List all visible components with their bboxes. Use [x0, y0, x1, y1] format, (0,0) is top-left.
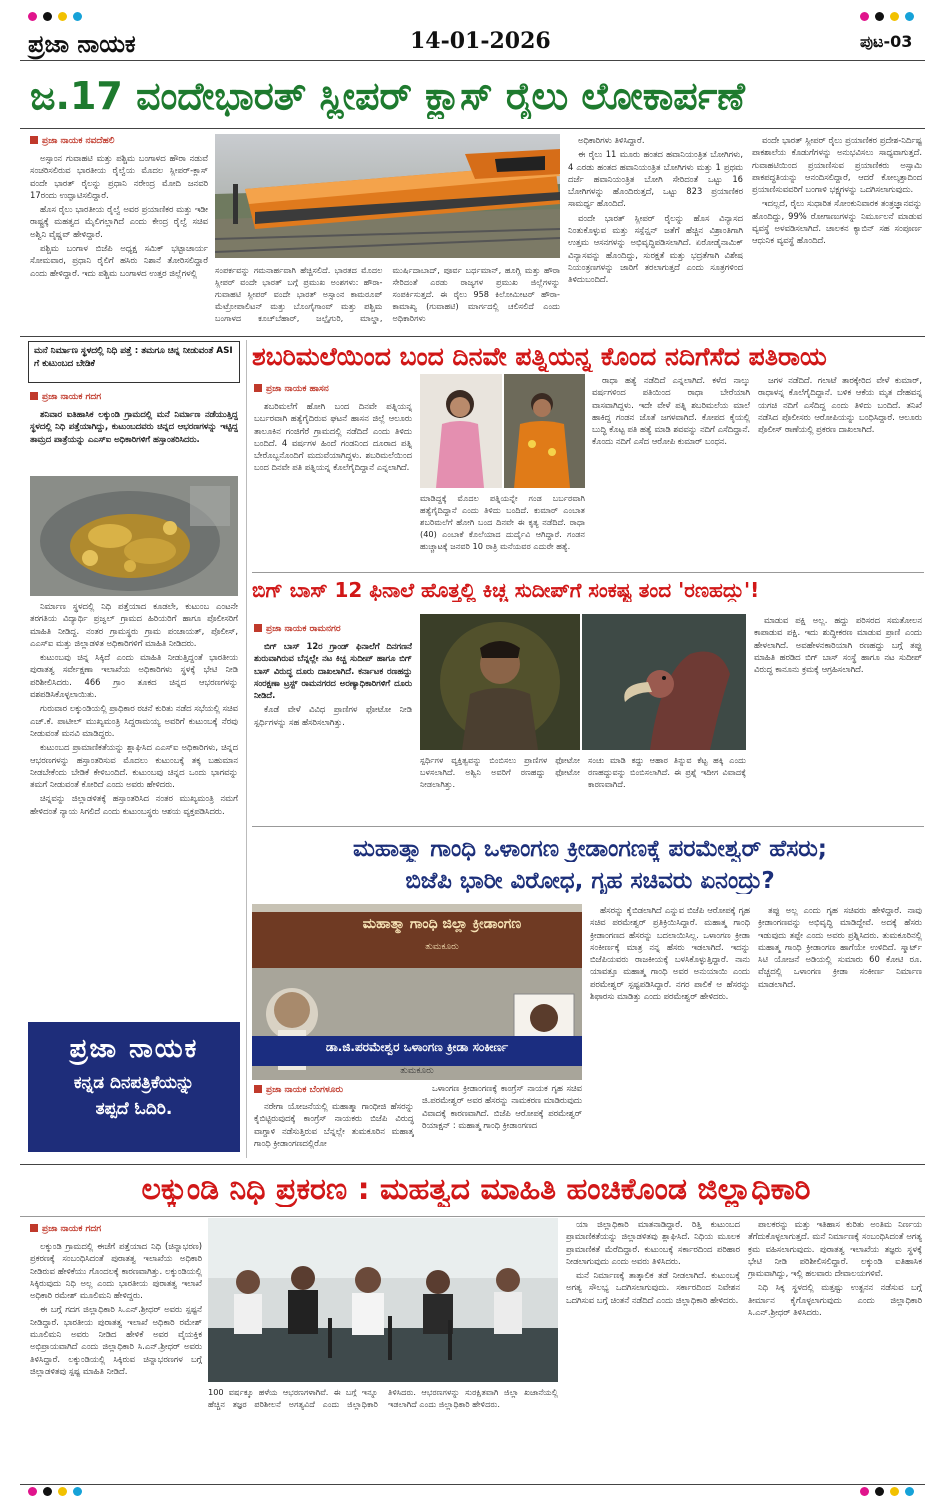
story4-col1-text: ನರೇಗಾ ಯೋಜನೆಯಲ್ಲಿ ಮಹಾತ್ಮಾ ಗಾಂಧೀಜಿ ಹೆಸರನ್ನು ಕೈಬಿಟ್ಟಿರುವುದಕ್ಕೆ ಕಾಂಗ್ರೆಸ್ ನಾಯಕರು ಬಿಜೆಪಿ ವಿರುದ್ಧ ವಾಗ್ದಾಳಿ ನಡೆಸುತ್ತಿರುವ ಬೆನ್ನಲ್ಲೇ ತುಮಕೂರಿನ ಮಹಾತ್ಮ ಗಾಂಧಿ ಕ್ರೀಡಾಂಗಣದಲ್ಲಿರೋ: [254, 1101, 414, 1148]
story3-lead: ಬಿಗ್ ಬಾಸ್ 12ರ ಗ್ರಾಂಡ್ ಫಿನಾಲೆಗೆ ದಿನಗಣನೆ ಶುರುವಾಗಿರುವ ಬೆನ್ನಲ್ಲೇ ನಟ ಕಿಚ್ಚ ಸುದೀಪ್ ಹಾಗೂ ಬಿಗ್ ಬಾಸ್ ವಿರುದ್ಧ ದೂರು ದಾಖಲಾಗಿದೆ. ಕರ್ನಾಟಕ ರಣಹದ್ದು ಸಂರಕ್ಷಣಾ ಟ್ರಸ್ಟ್ ರಾಮನಗರದ ಅರಣ್ಯಾಧಿಕಾರಿಗಳಿಗೆ ದೂರು ನೀಡಿದೆ.: [254, 641, 412, 701]
section-rule-4: [20, 1164, 925, 1165]
registration-dots-top-right: [860, 12, 914, 21]
story4-byline: ಪ್ರಜಾ ನಾಯಕ ಬೆಂಗಳೂರು: [254, 1085, 343, 1095]
story4-column-1: [254, 1100, 414, 1158]
box-body: [30, 600, 238, 1016]
story3-headline: ಬಿಗ್ ಬಾಸ್ 12 ಫಿನಾಲೆ ಹೊತ್ತಲ್ಲಿ ಕಿಚ್ಚ ಸುದೀಪ್‌ಗೆ ಸಂಕಷ್ಟ ತಂದ 'ರಣಹದ್ದು'!: [252, 578, 760, 602]
story3-col4-text: ಮಾಡುವ ಪಕ್ಷಿ ಅಲ್ಲ. ಹದ್ದು ಪರಿಸರದ ಸಮತೋಲನ ಕಾಪಾಡುವ ಪಕ್ಷಿ. ಇದು ಶುದ್ಧೀಕರಣ ಮಾಡುವ ಪ್ರಾಣಿ ಎಂದು ಹೇಳಲಾಗಿದೆ. ಅವಹೇಳನಕಾರಿಯಾಗಿ ರಣಹದ್ದು ಬಗ್ಗೆ ತಪ್ಪು ಮಾಹಿತಿ ಹರಡಿದ ಬಿಗ್ ಬಾಸ್ ಸಂಸ್ಥೆ ಹಾಗೂ ನಟ ಸುದೀಪ್ ವಿರುದ್ಧ ಕಾನೂನು ಕ್ರಮಕ್ಕೆ ಆಗ್ರಹಿಸಲಾಗಿದೆ.: [754, 615, 922, 675]
issue-date: 14-01-2026: [410, 28, 551, 54]
bigg-boss-photo: [420, 614, 746, 750]
registration-dots-top-left: [28, 12, 82, 21]
story4-col3-text: ಹೆಸರನ್ನು ಕೈಬಿಡಲಾಗಿದೆ ಎನ್ನುವ ಬಿಜೆಪಿ ಆರೋಪಕ್ಕೆ ಗೃಹ ಸಚಿವ ಪರಮೇಶ್ವರ್ ಪ್ರತಿಕ್ರಿಯಿಸಿದ್ದಾರೆ. ಮಹಾತ್ಮ ಗಾಂಧಿ ಕ್ರೀಡಾಂಗಣದ ಹೆಸರನ್ನು ಬದಲಾಯಿಸಿಲ್ಲ. ಒಳಾಂಗಣ ಕ್ರೀಡಾ ಸಂಕೀರ್ಣಕ್ಕೆ ಮಾತ್ರ ನನ್ನ ಹೆಸರು ಇಡಲಾಗಿದೆ. ಇದನ್ನು ಬಿಜೆಪಿಯವರು ರಾಜಕೀಯಕ್ಕೆ ಬಳಸಿಕೊಳ್ಳುತ್ತಿದ್ದಾರೆ. ನಾನು ಯಾವತ್ತೂ ಮಹಾತ್ಮ ಗಾಂಧಿ ಅವರ ಅನುಯಾಯಿ ಎಂದು ಪರಮೇಶ್ವರ್ ಸ್ಪಷ್ಟಪಡಿಸಿದ್ದಾರೆ. ನಗರ ಪಾಲಿಕೆ ಆ ಹೆಸರನ್ನು ಶಿಫಾರಸು ಮಾಡಿತ್ತು ಎಂದು ಪರಮೇಶ್ವರ್ ಹೇಳಿದರು.: [590, 905, 750, 1002]
story5-headline: ಲಕ್ಕುಂಡಿ ನಿಧಿ ಪ್ರಕರಣ : ಮಹತ್ವದ ಮಾಹಿತಿ ಹಂಚಿಕೊಂಡ ಜಿಲ್ಲಾಧಿಕಾರಿ: [141, 1172, 811, 1207]
story5-caption: 100 ವರ್ಷಕ್ಕೂ ಹಳೆಯ ಆಭರಣಗಳಾಗಿವೆ. ಈ ಬಗ್ಗೆ ಇನ್ನೂ ಹೆಚ್ಚಿನ ತಜ್ಞರ ಪರಿಶೀಲನೆ ಅಗತ್ಯವಿದೆ ಎಂದು ಜಿಲ್ಲಾಧಿಕಾರಿ ತಿಳಿಸಿದರು. ಆಭರಣಗಳನ್ನು ಸುರಕ್ಷಿತವಾಗಿ ಜಿಲ್ಲಾ ಖಜಾನೆಯಲ್ಲಿ ಇಡಲಾಗಿದೆ ಎಂದು ಜಿಲ್ಲಾಧಿಕಾರಿ ಹೇಳಿದರು.: [208, 1387, 558, 1409]
masthead: ಪ್ರಜಾ ನಾಯಕ: [28, 30, 136, 58]
sudeep-and-vulture-image: [420, 614, 746, 750]
district-collector-press-meet-image: [208, 1218, 558, 1382]
stadium-sign-bottom: ಡಾ.ಜಿ.ಪರಮೇಶ್ವರ ಒಳಾಂಗಣ ಕ್ರೀಡಾ ಸಂಕೀರ್ಣ: [325, 1040, 509, 1054]
story1-col1-para: ಅಸ್ಸಾಂನ ಗುವಾಹಟಿ ಮತ್ತು ಪಶ್ಚಿಮ ಬಂಗಾಳದ ಹೌರಾ ನಡುವೆ ಸಂಚರಿಸಲಿರುವ ಭಾರತೀಯ ರೈಲ್ವೆಯ ಮೊದಲ ಸ್ಲೀಪರ್-ಕ್ಲಾಸ್ ವಂದೇ ಭಾರತ್ ರೈಲನ್ನು ಪ್ರಧಾನಿ ನರೇಂದ್ರ ಮೋದಿ ಜನವರಿ 17ರಂದು ಉದ್ಘಾಟಿಸಲಿದ್ದಾರೆ.: [30, 153, 208, 200]
train-photo: [215, 134, 560, 258]
story2-column-3: [592, 374, 750, 568]
story1-col1-para: ಪಶ್ಚಿಮ ಬಂಗಾಳ ಬಿಜೆಪಿ ಅಧ್ಯಕ್ಷ ಸಮಿಕ್ ಭಟ್ಟಾಚಾರ್ಯ ಸೋಮವಾರ, ಪ್ರಧಾನಿ ರೈಲಿಗೆ ಹಸಿರು ನಿಶಾನೆ ತೋರಿಸಲಿದ್ದಾರೆ ಎಂದು ಹೇಳಿದ್ದಾರೆ. ಇದು ಪಶ್ಚಿಮ ಬಂಗಾಳದ ಉತ್ತರ ಜಿಲ್ಲೆಗಳಲ್ಲಿ: [30, 243, 208, 278]
registration-dots-bottom-right: [860, 1487, 914, 1496]
victim-and-accused-photo: [420, 374, 585, 488]
stadium-sign-top-sub: ತುಮಕೂರು: [425, 942, 459, 952]
stadium-sign-top: ಮಹಾತ್ಮಾ ಗಾಂಧಿ ಜಿಲ್ಲಾ ಕ್ರೀಡಾಂಗಣ: [362, 916, 522, 932]
promo-line-2: ಕನ್ನಡ ದಿನಪತ್ರಿಕೆಯನ್ನು: [73, 1073, 195, 1093]
box-headline: ಮನೆ ನಿರ್ಮಾಣ ಸ್ಥಳದಲ್ಲಿ ನಿಧಿ ಪತ್ತೆ : ತಮಗೂ ಚಿನ್ನ ನೀಡುವಂತೆ ASI ಗೆ ಕುಟುಂಬದ ಬೇಡಿಕೆ: [28, 341, 240, 383]
box-body-para: ಚಿನ್ನವನ್ನು ಜಿಲ್ಲಾಡಳಿತಕ್ಕೆ ಹಸ್ತಾಂತರಿಸಿದ ನಂತರ ಮುಖ್ಯಮಂತ್ರಿ ನಮಗೆ ಹೇಳಿದಂತೆ ನ್ಯಾಯ ಸಿಗಲಿದೆ ಎಂದು ಕುಟುಂಬಸ್ಥರು ಆಶಯ ವ್ಯಕ್ತಪಡಿಸಿದರು.: [30, 793, 238, 816]
footer-rule: [20, 1484, 925, 1485]
story4-column-2: [422, 1082, 582, 1158]
gold-ornaments-image: [30, 476, 238, 596]
story2-col1-text: ಶಬರಿಮಲೆಗೆ ಹೋಗಿ ಬಂದ ದಿನವೇ ಪತ್ನಿಯನ್ನ ಬರ್ಬರವಾಗಿ ಹತ್ಯೆಗೈದಿರುವ ಘಟನೆ ಹಾಸನ ಜಿಲ್ಲೆ ಆಲೂರು ತಾಲೂಕಿನ ಗಂಜಿಗೆರೆ ಗ್ರಾಮದಲ್ಲಿ ನಡೆದಿದೆ ಎಂದು ತಿಳಿದು ಬಂದಿದೆ. 4 ವರ್ಷಗಳ ಹಿಂದೆ ಗಂಡನಿಂದ ದೂರಾದ ಪತ್ನಿ ಬೇರೊಬ್ಬನೊಂದಿಗೆ ಮದುವೆಯಾಗಿದ್ದಳು. ಶಬರಿಮಲೆಯಿಂದ ಬಂದ ದಿನವೇ ಪತಿ ಪತ್ನಿಯನ್ನ ಕೊಲೆಗೈದಿದ್ದಾನೆ ಎನ್ನಲಾಗಿದೆ.: [254, 401, 412, 473]
story3-byline: ಪ್ರಜಾ ನಾಯಕ ರಾಮನಗರ: [254, 624, 341, 634]
story5-column-4: [748, 1218, 922, 1480]
story2-caption: ಮಾಡಿದ್ದಕ್ಕೆ ಮೊದಲ ಪತ್ನಿಯನ್ನೇ ಗಂಡ ಬರ್ಬರವಾಗಿ ಹತ್ಯೆಗೈದಿದ್ದಾನೆ ಎಂದು ತಿಳಿದು ಬಂದಿದೆ. ಕುಮಾರ್ ಎಂಬಾತ ಶಬರಿಮಲೆಗೆ ಹೋಗಿ ಬಂದ ದಿನವೇ ಈ ಕೃತ್ಯ ನಡೆದಿದೆ. ರಾಧಾ (40) ಎಂಬಾಕೆ ಕೊಲೆಯಾದ ದುರ್ದೈವಿ ಆಗಿದ್ದಾರೆ. ಗಂಡನ ಹುಚ್ಚಾಟಕ್ಕೆ ಜನವರಿ 10 ರಾತ್ರಿ ಮನೆಯವರ ಎದುರೇ ಹತ್ಯೆ.: [420, 493, 585, 551]
story5-col4-para: ಪಾಲಕರನ್ನು ಮತ್ತು ಇತಿಹಾಸ ಕುರಿತು ಅಂತಿಮ ನಿರ್ಣಯ ತೆಗೆದುಕೊಳ್ಳಲಾಗುತ್ತದೆ. ಮನೆ ನಿರ್ಮಾಣಕ್ಕೆ ಸಂಬಂಧಿಸಿದಂತೆ ಅಗತ್ಯ ಕ್ರಮ ವಹಿಸಲಾಗುವುದು. ಪುರಾತತ್ವ ಇಲಾಖೆಯ ತಜ್ಞರು ಸ್ಥಳಕ್ಕೆ ಭೇಟಿ ನೀಡಿ ಪರಿಶೀಲಿಸಲಿದ್ದಾರೆ. ಲಕ್ಕುಂಡಿ ಐತಿಹಾಸಿಕ ಗ್ರಾಮವಾಗಿದ್ದು, ಇಲ್ಲಿ ಹಲವಾರು ದೇವಾಲಯಗಳಿವೆ.: [748, 1219, 922, 1279]
box-body-para: ಗುರುವಾರ ಲಕ್ಕುಂಡಿಯಲ್ಲಿ ಪ್ರಾಧಿಕಾರ ರಚನೆ ಕುರಿತು ನಡೆದ ಸಭೆಯಲ್ಲಿ ಸಚಿವ ಎಚ್.ಕೆ. ಪಾಟೀಲ್ ಮುಖ್ಯಮಂತ್ರಿ ಸಿದ್ದರಾಮಯ್ಯ ಅವರಿಗೆ ಕುಟುಂಬಕ್ಕೆ ನೆರವು ನೀಡುವಂತೆ ಮನವಿ ಮಾಡಿದ್ದರು.: [30, 703, 238, 738]
story1-col1-para: ಹೊಸ ರೈಲು ಭಾರತೀಯ ರೈಲ್ವೆ ಅವರ ಪ್ರಯಾಣಿಕರ ಮತ್ತು ಇಡೀ ರಾಷ್ಟ್ರಕ್ಕೆ ಮಹತ್ವದ ಮೈಲಿಗಲ್ಲಾಗಿದೆ ಎಂದು ಕೇಂದ್ರ ರೈಲ್ವೆ ಸಚಿವ ಅಶ್ವಿನಿ ವೈಷ್ಣವ್ ಹೇಳಿದ್ದಾರೆ.: [30, 204, 208, 239]
treasure-photo: [30, 476, 238, 596]
story4-col4-text: ತಪ್ಪು ಅಲ್ಲ ಎಂದು ಗೃಹ ಸಚಿವರು ಹೇಳಿದ್ದಾರೆ. ನಾವು ಕ್ರೀಡಾಂಗಣವನ್ನು ಅಭಿವೃದ್ಧಿ ಮಾಡಿದ್ದೇವೆ. ಅದಕ್ಕೆ ಹೆಸರು ಇಡುವುದು ತಪ್ಪೇ ಎಂದು ಅವರು ಪ್ರಶ್ನಿಸಿದರು. ತುಮಕೂರಿನಲ್ಲಿ ಮಹಾತ್ಮ ಗಾಂಧಿ ಕ್ರೀಡಾಂಗಣ ಹಾಗೆಯೇ ಉಳಿದಿದೆ. ಸ್ಮಾರ್ಟ್ ಸಿಟಿ ಯೋಜನೆ ಅಡಿಯಲ್ಲಿ ಸುಮಾರು 60 ಕೋಟಿ ರೂ. ವೆಚ್ಚದಲ್ಲಿ ಒಳಾಂಗಣ ಕ್ರೀಡಾ ಸಂಕೀರ್ಣ ನಿರ್ಮಾಣ ಮಾಡಲಾಗಿದೆ.: [758, 905, 922, 989]
promo-box: [28, 1022, 240, 1152]
couple-photo: [420, 374, 585, 488]
story3-caption-1: ಸ್ಪರ್ಧಿಗಳ ವ್ಯಕ್ತಿತ್ವವನ್ನು ಬಿಂಬಿಸಲು ಪ್ರಾಣಿಗಳ ಫೋಟೋ ಬಳಸಲಾಗಿದೆ. ಅಶ್ವಿನಿ ಅವರಿಗೆ ರಣಹದ್ದು ಫೋಟೋ ನೀಡಲಾಗಿತ್ತು.: [420, 755, 580, 789]
story2-col4-text: ಜಗಳ ನಡೆದಿದೆ. ಗಲಾಟೆ ತಾರಕ್ಕೇರಿದ ವೇಳೆ ಕುಮಾರ್, ರಾಧಾಳನ್ನ ಕೊಲೆಗೈದಿದ್ದಾನೆ. ಬಳಿಕ ಆಕೆಯ ಮೃತ ದೇಹವನ್ನ ಯಗಚಿ ನದಿಗೆ ಎಸೆದಿದ್ದ ಎಂದು ತಿಳಿದು ಬಂದಿದೆ. ತನಿಖೆ ನಡೆಸಿದ ಪೊಲೀಸರು ಆರೋಪಿಯನ್ನು ಬಂಧಿಸಿದ್ದಾರೆ. ಆಲೂರು ಪೊಲೀಸ್ ಠಾಣೆಯಲ್ಲಿ ಪ್ರಕರಣ ದಾಖಲಾಗಿದೆ.: [758, 375, 922, 435]
box-body-para: ಕುಟುಂಬವು ಚಿನ್ನ ಸಿಕ್ಕಿದೆ ಎಂದು ಮಾಹಿತಿ ನೀಡುತ್ತಿದ್ದಂತೆ ಭಾರತೀಯ ಪುರಾತತ್ವ ಸರ್ವೇಕ್ಷಣಾ ಇಲಾಖೆಯ ಅಧಿಕಾರಿಗಳು ಸ್ಥಳಕ್ಕೆ ಭೇಟಿ ನೀಡಿ ಪರಿಶೀಲಿಸಿದರು. 466 ಗ್ರಾಂ ತೂಕದ ಚಿನ್ನದ ಆಭರಣಗಳನ್ನು ವಶಪಡಿಸಿಕೊಳ್ಳಲಾಯಿತು.: [30, 652, 238, 700]
story1-col3-para: ಅಧಿಕಾರಿಗಳು ತಿಳಿಸಿದ್ದಾರೆ.: [578, 135, 645, 145]
story5-col1-para: ಈ ಬಗ್ಗೆ ಗದಗ ಜಿಲ್ಲಾಧಿಕಾರಿ ಸಿ.ಎನ್.ಶ್ರೀಧರ್ ಅವರು ಸ್ಪಷ್ಟನೆ ನೀಡಿದ್ದಾರೆ. ಭಾರತೀಯ ಪುರಾತತ್ವ ಇಲಾಖೆ ಅಧಿಕಾರಿ ರಮೇಶ್ ಮೂಲಿಮನಿ ಅವರು ನೀಡಿದ ಹೇಳಿಕೆ ಅವರ ವೈಯಕ್ತಿಕ ಅಭಿಪ್ರಾಯವಾಗಿದೆ ಎಂದು ಜಿಲ್ಲಾಧಿಕಾರಿ ಸಿ.ಎನ್.ಶ್ರೀಧರ್ ಅವರು ತಿಳಿಸಿದ್ದಾರೆ. ಲಕ್ಕುಂಡಿಯಲ್ಲಿ ಸಿಕ್ಕಿರುವ ಚಿನ್ನಾಭರಣಗಳ ಬಗ್ಗೆ ಜಿಲ್ಲಾಡಳಿತವು ಸ್ಪಷ್ಟ ಮಾಹಿತಿ ನೀಡಿದೆ.: [30, 1304, 202, 1376]
story5-col3-para: ಯಾ ಜಿಲ್ಲಾಧಿಕಾರಿ ಮಾತನಾಡಿದ್ದಾರೆ. ರಿತ್ತಿ ಕುಟುಂಬದ ಪ್ರಾಮಾಣಿಕತೆಯನ್ನು ಜಿಲ್ಲಾಡಳಿತವು ಶ್ಲಾಘಿಸಿದೆ. ನಿಧಿಯ ಮೂಲಕ ಪ್ರಾಮಾಣಿಕತೆ ಮೆರೆದಿದ್ದಾರೆ. ಕುಟುಂಬಕ್ಕೆ ಸರ್ಕಾರದಿಂದ ಪರಿಹಾರ ನೀಡಲಾಗುವುದು ಎಂದು ಅವರು ತಿಳಿಸಿದರು.: [566, 1219, 740, 1266]
story1-byline: ಪ್ರಜಾ ನಾಯಕ ನವದೆಹಲಿ: [30, 136, 114, 146]
vande-bharat-train-image: [215, 134, 560, 258]
box-lead: [30, 408, 238, 472]
story3-column-4: [754, 614, 922, 820]
story1-column-4: [752, 134, 922, 332]
box-body-para: ನಿರ್ಮಾಣ ಸ್ಥಳದಲ್ಲಿ ನಿಧಿ ಪತ್ತೆಯಾದ ಕೂಡಲೇ, ಕುಟುಂಬ ಎಂಟನೇ ತರಗತಿಯ ವಿದ್ಯಾರ್ಥಿ ಪ್ರಜ್ವಲ್ ಗ್ರಾಮದ ಹಿರಿಯರಿಗೆ ಹಾಗೂ ಪೊಲೀಸರಿಗೆ ಮಾಹಿತಿ ನೀಡಿದ್ದ. ನಂತರ ಗ್ರಾಮಸ್ಥರು ಗ್ರಾಮ ಪಂಚಾಯತ್, ಪೊಲೀಸ್, ಎಎಸ್ಐ ಮತ್ತು ಜಿಲ್ಲಾಡಳಿತ ಅಧಿಕಾರಿಗಳಿಗೆ ಮಾಹಿತಿ ನೀಡಿದರು.: [30, 601, 238, 648]
story1-col3-para: ಈ ರೈಲು 11 ಮೂರು ಹಂತದ ಹವಾನಿಯಂತ್ರಿತ ಬೋಗಿಗಳು, 4 ಎರಡು ಹಂತದ ಹವಾನಿಯಂತ್ರಿತ ಬೋಗಿಗಳು ಮತ್ತು 1 ಪ್ರಥಮ ದರ್ಜೆ ಹವಾನಿಯಂತ್ರಿತ ಬೋಗಿ ಸೇರಿದಂತೆ ಒಟ್ಟು 16 ಬೋಗಿಗಳನ್ನು ಹೊಂದಿರುತ್ತದೆ, ಒಟ್ಟು 823 ಪ್ರಯಾಣಿಕರ ಸಾಮರ್ಥ್ಯ ಹೊಂದಿದೆ.: [568, 149, 743, 209]
story1-column-3: [568, 134, 743, 332]
promo-title: ಪ್ರಜಾ ನಾಯಕ: [69, 1034, 199, 1064]
section-rule-1: [20, 336, 925, 337]
story3-column-1: [254, 640, 412, 820]
section-rule-2: [252, 572, 924, 573]
story5-rule: [20, 1216, 925, 1217]
story2-headline: ಶಬರಿಮಲೆಯಿಂದ ಬಂದ ದಿನವೇ ಪತ್ನಿಯನ್ನ ಕೊಂದ ನದಿಗೆಸೆದ ಪತಿರಾಯ: [252, 342, 827, 371]
press-meet-photo: [208, 1218, 558, 1382]
story1-column-1: [30, 152, 208, 330]
story1-rule: [20, 128, 925, 129]
story1-photo-caption: ಸಂಪರ್ಕವನ್ನು ಗಮನಾರ್ಹವಾಗಿ ಹೆಚ್ಚಿಸಲಿದೆ. ಭಾರತದ ಮೊದಲ ಸ್ಲೀಪರ್ ವಂದೇ ಭಾರತ್ ಬಗ್ಗೆ ಪ್ರಮುಖ ಅಂಶಗಳು: ಹೌರಾ-ಗುವಾಹಟಿ ಸ್ಲೀಪರ್ ವಂದೇ ಭಾರತ್ ಅಸ್ಸಾಂನ ಕಾಮರೂಪ್ ಮೆಟ್ರೋಪಾಲಿಟನ್ ಮತ್ತು ಬೊಂಗೈಗಾಂವ್ ಮತ್ತು ಪಶ್ಚಿಮ ಬಂಗಾಳದ ಕೂಚ್‌ಬೆಹಾರ್, ಜಲ್ಪೈಗುರಿ, ಮಾಲ್ಡಾ, ಮುರ್ಷಿದಾಬಾದ್, ಪೂರ್ವ ಬರ್ಧಮಾನ್, ಹೂಗ್ಲಿ ಮತ್ತು ಹೌರಾ ಸೇರಿದಂತೆ ಎರಡು ರಾಜ್ಯಗಳ ಪ್ರಮುಖ ಜಿಲ್ಲೆಗಳನ್ನು ಸಂಪರ್ಕಿಸುತ್ತದೆ. ಈ ರೈಲು 958 ಕಿಲೋಮೀಟರ್ ಹೌರಾ-ಕಾಮಾಖ್ಯ (ಗುವಾಹಟಿ) ಮಾರ್ಗದಲ್ಲಿ ಚಲಿಸಲಿದೆ ಎಂದು ಅಧಿಕಾರಿಗಳು: [215, 265, 560, 323]
box-body-para: ಕುಟುಂಬದ ಪ್ರಾಮಾಣಿಕತೆಯನ್ನು ಶ್ಲಾಘಿಸಿದ ಎಎಸ್ಐ ಅಧಿಕಾರಿಗಳು, ಚಿನ್ನದ ಆಭರಣಗಳನ್ನು ಹಸ್ತಾಂತರಿಸುವ ಮೊದಲು ಕುಟುಂಬಕ್ಕೆ ತಕ್ಕ ಬಹುಮಾನ ನೀಡಬೇಕೆಂದು ಬೇಡಿಕೆ ಕೇಳಿಬಂದಿದೆ. ಕುಟುಂಬವು ಚಿನ್ನದ ಒಂದು ಭಾಗವನ್ನು ತಮಗೆ ನೀಡುವಂತೆ ಕೋರಿದೆ ಎಂದು ಅವರು ಹೇಳಿದರು.: [30, 742, 238, 790]
story1-headline: ಜ.17 ವಂದೇಭಾರತ್ ಸ್ಲೀಪರ್ ಕ್ಲಾಸ್ ರೈಲು ಲೋಕಾರ್ಪಣೆ: [30, 74, 745, 118]
header-rule: [20, 60, 925, 61]
story2-column-4: [758, 374, 922, 568]
story4-headline-line-1: ಮಹಾತ್ಮಾ ಗಾಂಧಿ ಒಳಾಂಗಣ ಕ್ರೀಡಾಂಗಣಕ್ಕೆ ಪರಮೇಶ್ವರ್ ಹೆಸರು;: [353, 836, 827, 862]
stadium-sign-bottom-sub: ತುಮಕೂರು: [400, 1066, 434, 1076]
story1-col4-para: ವಂದೇ ಭಾರತ್ ಸ್ಲೀಪರ್ ರೈಲು ಪ್ರಯಾಣಿಕರ ಪ್ರದೇಶ-ನಿರ್ದಿಷ್ಟ ಪಾಕಶಾಲೆಯ ಕೊಡುಗೆಗಳನ್ನು ಅನುಭವಿಸಲು ಸಾಧ್ಯವಾಗುತ್ತದೆ. ಗುವಾಹಟಿಯಿಂದ ಪ್ರಯಾಣಿಸುವ ಪ್ರಯಾಣಿಕರು ಅಸ್ಸಾಮಿ ಪಾಕಪದ್ಧತಿಯನ್ನು ಆನಂದಿಸಲಿದ್ದಾರೆ, ಆದರೆ ಕೋಲ್ಕತ್ತಾದಿಂದ ಪ್ರಯಾಣಿಸುವವರಿಗೆ ಬಂಗಾಳಿ ಭಕ್ಷ್ಯಗಳನ್ನು ಒದಗಿಸಲಾಗುವುದು.: [752, 135, 922, 195]
registration-dots-bottom-left: [28, 1487, 82, 1496]
box-lead-text: ಶನಿವಾರ ಐತಿಹಾಸಿಕ ಲಕ್ಕುಂಡಿ ಗ್ರಾಮದಲ್ಲಿ ಮನೆ ನಿರ್ಮಾಣ ನಡೆಯುತ್ತಿದ್ದ ಸ್ಥಳದಲ್ಲಿ ನಿಧಿ ಪತ್ತೆಯಾಗಿದ್ದು, ಕುಟುಂಬದವರು ಚಿನ್ನದ ಆಭರಣಗಳನ್ನು ಇಟ್ಟಿದ್ದ ತಾಮ್ರದ ಪಾತ್ರೆಯನ್ನು ಎಎಸ್ಐ ಅಧಿಕಾರಿಗಳಿಗೆ ಹಸ್ತಾಂತರಿಸಿದರು.: [30, 409, 238, 444]
section-rule-3: [252, 826, 924, 827]
story3-caption-2: ಸಂಚು ಮಾಡಿ ಕದ್ದು ಆಹಾರ ತಿನ್ನುವ ಕೆಟ್ಟ ಹಕ್ಕಿ ಎಂದು ರಣಹದ್ದುವನ್ನು ಬಿಂಬಿಸಲಾಗಿದೆ. ಈ ಪ್ರಶ್ನೆ ಇದೀಗ ವಿವಾದಕ್ಕೆ ಕಾರಣವಾಗಿದೆ.: [588, 755, 746, 789]
story5-column-3: [566, 1218, 740, 1480]
story5-column-1: [30, 1240, 202, 1480]
story5-col1-para: ಲಕ್ಕುಂಡಿ ಗ್ರಾಮದಲ್ಲಿ ಈಚೆಗೆ ಪತ್ತೆಯಾದ ನಿಧಿ (ಚಿನ್ನಾಭರಣ) ಪ್ರಕರಣಕ್ಕೆ ಸಂಬಂಧಿಸಿದಂತೆ ಪುರಾತತ್ವ ಇಲಾಖೆಯ ಅಧಿಕಾರಿ ನೀಡಿರುವ ಹೇಳಿಕೆಯು ಗೊಂದಲಕ್ಕೆ ಕಾರಣವಾಗಿತ್ತು. ಲಕ್ಕುಂಡಿಯಲ್ಲಿ ಸಿಕ್ಕಿರುವುದು ನಿಧಿ ಅಲ್ಲ ಎಂದು ಭಾರತೀಯ ಪುರಾತತ್ವ ಇಲಾಖೆ ಅಧಿಕಾರಿ ರಮೇಶ್ ಮೂಲಿಮನಿ ಹೇಳಿದ್ದರು.: [30, 1241, 202, 1301]
page-number: ಪುಟ-03: [860, 32, 913, 51]
story5-byline: ಪ್ರಜಾ ನಾಯಕ ಗದಗ: [30, 1224, 101, 1234]
story5-col3-para: ಮನೆ ನಿರ್ಮಾಣಕ್ಕೆ ತಾತ್ಕಾಲಿಕ ತಡೆ ನೀಡಲಾಗಿದೆ. ಕುಟುಂಬಕ್ಕೆ ಅಗತ್ಯ ಸೌಲಭ್ಯ ಒದಗಿಸಲಾಗುವುದು. ಸರ್ಕಾರದಿಂದ ನಿವೇಶನ ಒದಗಿಸುವ ಬಗ್ಗೆ ಚಿಂತನೆ ನಡೆದಿದೆ ಎಂದು ಜಿಲ್ಲಾಧಿಕಾರಿ ಹೇಳಿದರು.: [566, 1270, 740, 1305]
story3-body: ಕೊಡೆ ವೇಳೆ ವಿವಿಧ ಪ್ರಾಣಿಗಳ ಫೋಟೋ ನೀಡಿ ಸ್ಪರ್ಧಿಗಳನ್ನು ಸಹ ಹೆಸರಿಸಲಾಗಿತ್ತು.: [254, 704, 412, 727]
story1-col4-para: ಇದಲ್ಲದೆ, ರೈಲು ಸುಧಾರಿತ ಸೋಂಕುನಿವಾರಕ ತಂತ್ರಜ್ಞಾನವನ್ನು ಹೊಂದಿದ್ದು, 99% ರೋಗಾಣುಗಳನ್ನು ನಿರ್ಮೂಲನೆ ಮಾಡುವ ವ್ಯವಸ್ಥೆ ಅಳವಡಿಸಲಾಗಿದೆ. ಚಾಲಕನ ಕ್ಯಾಬಿನ್ ಸಹ ಸಂಪೂರ್ಣ ಆಧುನಿಕ ವ್ಯವಸ್ಥೆ ಹೊಂದಿದೆ.: [752, 198, 922, 246]
story4-headline-line-2: ಬಿಜೆಪಿ ಭಾರೀ ವಿರೋಧ, ಗೃಹ ಸಚಿವರು ಏನಂದ್ರು?: [405, 868, 775, 894]
story1-col3-para: ವಂದೇ ಭಾರತ್ ಸ್ಲೀಪರ್ ರೈಲನ್ನು ಹೊಸ ವಿನ್ಯಾಸದ ನಿಂತುಕೊಳ್ಳುವ ಮತ್ತು ಸಸ್ಪೆನ್ಷನ್ ಜತೆಗೆ ಹೆಚ್ಚಿನ ವಿಶ್ರಾಂತಿಗಾಗಿ ಉತ್ತಮ ಆಸನಗಳನ್ನು ಅಭಿವೃದ್ಧಿಪಡಿಸಲಾಗಿದೆ. ಏರೋಡೈನಾಮಿಕ್ ವಿನ್ಯಾಸವನ್ನು ಹೊಂದಿದ್ದು, ಸುರಕ್ಷತೆ ಮತ್ತು ಭದ್ರತೆಗಾಗಿ ವಿಶೇಷ ನಿಯಂತ್ರಣಗಳನ್ನು ಜಾರಿಗೆ ತರಲಾಗುತ್ತದೆ ಎಂದು ಸೂತ್ರಗಳಿಂದ ತಿಳಿದುಬಂದಿದೆ.: [568, 212, 743, 285]
stadium-photo: [252, 904, 582, 1080]
left-column-divider: [246, 340, 247, 1158]
story2-byline: ಪ್ರಜಾ ನಾಯಕ ಹಾಸನ: [254, 384, 329, 394]
story4-column-3: [590, 904, 750, 1158]
story4-col2-text: ಒಳಾಂಗಣ ಕ್ರೀಡಾಂಗಣಕ್ಕೆ ಕಾಂಗ್ರೆಸ್ ನಾಯಕ ಗೃಹ ಸಚಿವ ಜಿ.ಪರಮೇಶ್ವರ್ ಅವರ ಹೆಸರನ್ನು ನಾಮಕರಣ ಮಾಡಿರುವುದು ವಿವಾದಕ್ಕೆ ಕಾರಣವಾಗಿದೆ. ಬಿಜೆಪಿ ಆರೋಪಕ್ಕೆ ಪರಮೇಶ್ವರ್ ರಿಯಾಕ್ಷನ್ : ಮಹಾತ್ಮ ಗಾಂಧಿ ಕ್ರೀಡಾಂಗಣದ: [422, 1083, 582, 1130]
promo-line-3: ತಪ್ಪದೆ ಓದಿರಿ.: [95, 1099, 173, 1119]
story2-column-1: [254, 400, 412, 566]
story5-col4-para: ನಿಧಿ ಸಿಕ್ಕ ಸ್ಥಳದಲ್ಲಿ ಮತ್ತಷ್ಟು ಉತ್ಖನನ ನಡೆಸುವ ಬಗ್ಗೆ ತೀರ್ಮಾನ ಕೈಗೊಳ್ಳಲಾಗುವುದು ಎಂದು ಜಿಲ್ಲಾಧಿಕಾರಿ ಸಿ.ಎನ್.ಶ್ರೀಧರ್ ತಿಳಿಸಿದರು.: [748, 1282, 922, 1318]
story2-col3-text: ರಾಧಾ ಹತ್ಯೆ ನಡೆದಿದೆ ಎನ್ನಲಾಗಿದೆ. ಕಳೆದ ನಾಲ್ಕು ವರ್ಷಗಳಿಂದ ಪತಿಯಿಂದ ರಾಧಾ ಬೇರೆಯಾಗಿ ವಾಸವಾಗಿದ್ದಳು. ಇದೇ ವೇಳೆ ಪತ್ನಿ ಶಬರಿಮಲೆಯ ಮಾಲೆ ಹಾಕಿದ್ದ ಗಂಡನ ಜೊತೆ ಜಗಳವಾಗಿದೆ. ಕೋಪದ ಕೈಯಲ್ಲಿ ಬುದ್ಧಿ ಕೊಟ್ಟ ಪತಿ ಹತ್ಯೆ ಮಾಡಿ ಶವವನ್ನು ನದಿಗೆ ಎಸೆದಿದ್ದಾನೆ. ಕೊಂದು ನದಿಗೆ ಎಸೆದ ಆರೋಪಿ ಕುಮಾರ್ ಬಂಧನ.: [592, 375, 750, 447]
story4-column-4: [758, 904, 922, 1158]
box-byline: ಪ್ರಜಾ ನಾಯಕ ಗದಗ: [30, 392, 101, 402]
